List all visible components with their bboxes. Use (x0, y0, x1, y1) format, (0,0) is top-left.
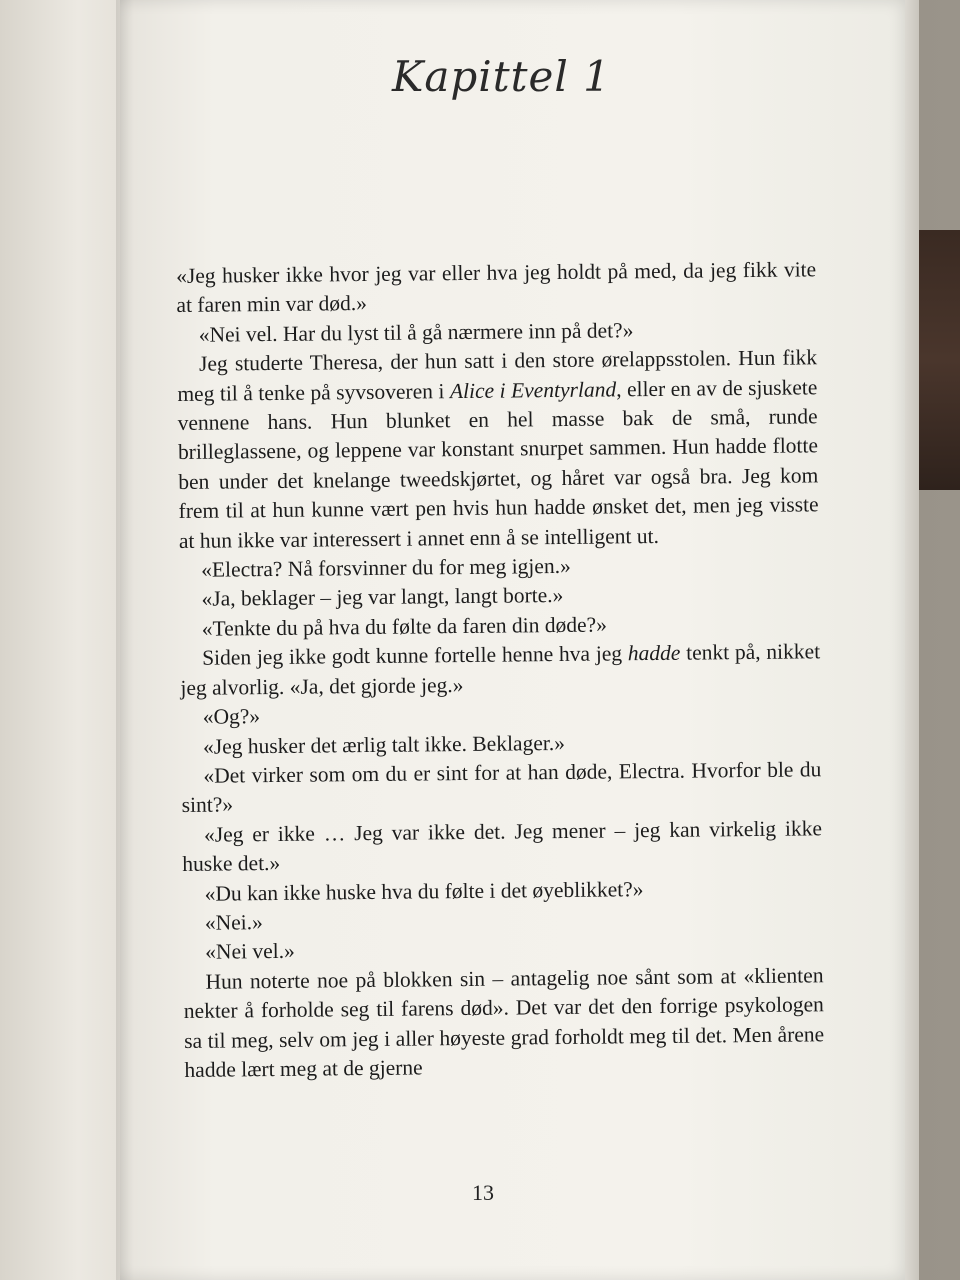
paragraph: Hun noterte noe på blokken sin – antagelig noe sånt som at «klienten nekter å forholde seg til farens død». Det var det den forrige psykologen sa til meg, selv om jeg i aller høyeste grad forholdt meg til det. Men årene hadde lært meg at de gjerne (183, 963, 825, 1082)
paragraph: «Det virker som om du er sint for at han døde, Electra. Hvorfor ble du sint?» (181, 757, 822, 818)
paragraph: «Du kan ikke huske hva du følte i det øyeblikket?» (204, 876, 644, 906)
paragraph: «Electra? Nå forsvinner du for meg igjen.» (201, 553, 571, 582)
paragraph: «Jeg husker det ærlig talt ikke. Beklager.» (202, 730, 566, 759)
paragraph: «Tenkte du på hva du følte da faren din døde?» (201, 612, 608, 641)
paragraph: Siden jeg ikke godt kunne fortelle henne hva jeg hadde tenkt på, nikket jeg alvorlig. «Ja, det gjorde jeg.» (180, 639, 821, 700)
paragraph: «Nei.» (204, 910, 263, 935)
paragraph: «Jeg husker ikke hvor jeg var eller hva jeg holdt på med, da jeg fikk vite at faren min var død.» (176, 257, 817, 318)
paragraph: «Nei vel. Har du lyst til å gå nærmere inn på det?» (198, 318, 634, 347)
book-title-italic: Alice i Eventyrland (449, 377, 617, 403)
book-gutter-shadow (116, 0, 134, 1280)
body-text (176, 255, 825, 1085)
paragraph: «Jeg er ikke … Jeg var ikke det. Jeg mener – jeg kan virkelig ikke huske det.» (182, 815, 823, 877)
left-page (0, 0, 130, 1280)
page-number: 13 (472, 1180, 494, 1205)
paragraph: «Nei vel.» (205, 939, 295, 965)
paragraph: Jeg studerte Theresa, der hun satt i den store ørelappsstolen. Hun fikk meg til å tenke på syvsoveren i Alice i Eventyrland, eller en av de sjuskete vennene hans. Hun blunket en hel masse bak de små, runde brilleglassene, og leppene var konstant snurpet sammen. Hun hadde flotte ben under det knelange tweedskjørtet, og håret var også bra. Jeg kom frem til at hun kunne vært pen hvis hun hadde ønsket det, men jeg visste at hun ikke var interessert i annet enn å se intelligent ut. (177, 345, 819, 553)
paragraph: «Ja, beklager – jeg var langt, langt borte.» (201, 583, 564, 612)
page-edge (905, 0, 919, 1280)
emphasis-italic: hadde (627, 641, 681, 666)
paragraph: «Og?» (202, 704, 261, 729)
chapter-title: Kapittel 1 (392, 52, 611, 101)
